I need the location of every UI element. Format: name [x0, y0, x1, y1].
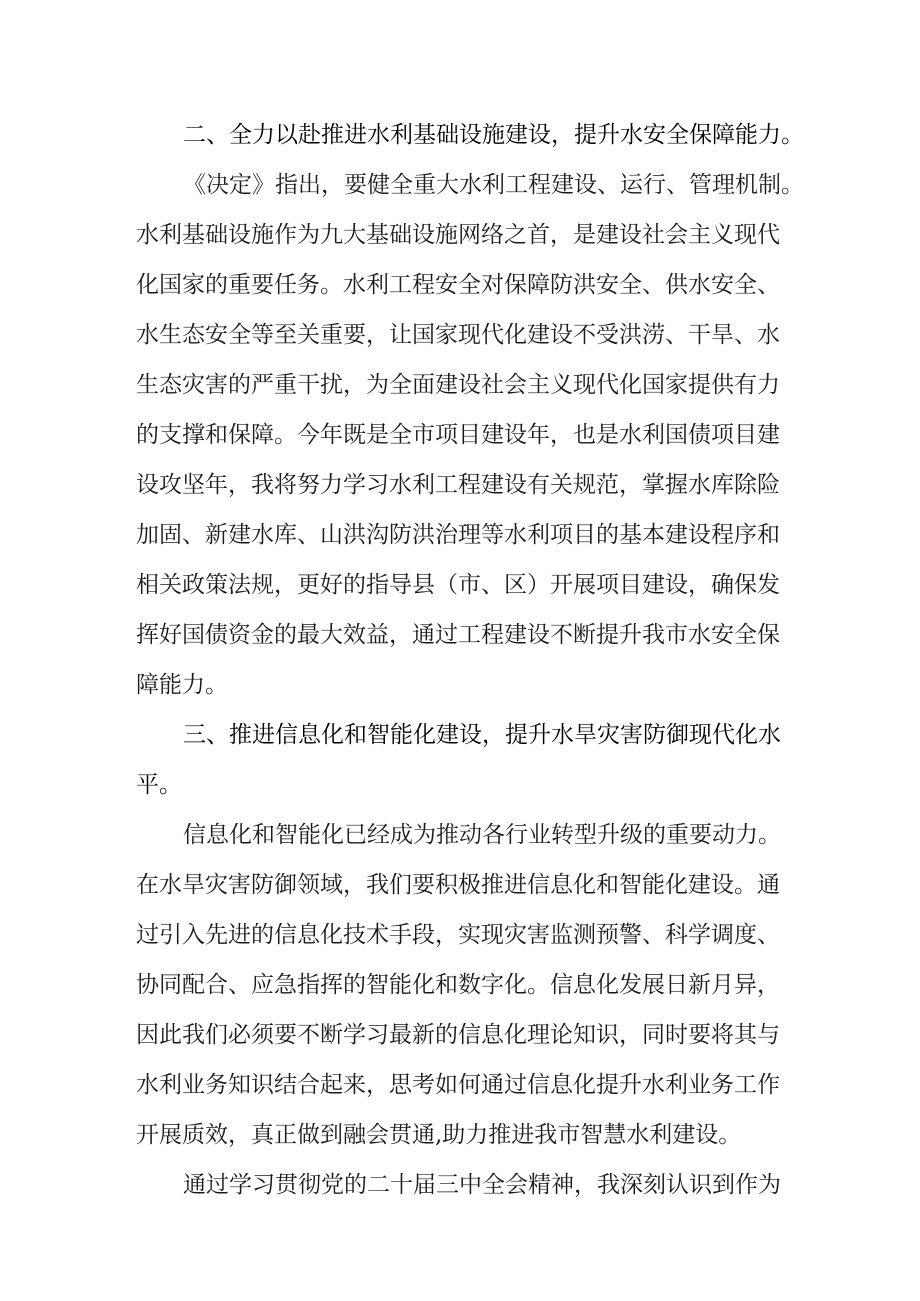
section-2-line-6: 的支撑和保障。今年既是全市项目建设年，也是水利国债项目建	[136, 422, 780, 448]
section-3-heading-line-2: 平。	[136, 772, 182, 798]
section-3-line-1: 信息化和智能化已经成为推动各行业转型升级的重要动力。	[183, 822, 781, 848]
section-2-heading: 二、全力以赴推进水利基础设施建设，提升水安全保障能力。	[183, 122, 804, 148]
section-3-heading-line-1: 三、推进信息化和智能化建设，提升水旱灾害防御现代化水	[183, 722, 781, 748]
section-3-line-3: 过引入先进的信息化技术手段，实现灾害监测预警、科学调度、	[136, 922, 780, 948]
section-3-line-4: 协同配合、应急指挥的智能化和数字化。信息化发展日新月异，	[136, 972, 780, 998]
closing-line-1: 通过学习贯彻党的二十届三中全会精神，我深刻认识到作为	[183, 1172, 781, 1198]
section-2-line-1: 《决定》指出，要健全重大水利工程建设、运行、管理机制。	[183, 172, 804, 198]
section-2-line-3: 化国家的重要任务。水利工程安全对保障防洪安全、供水安全、	[136, 272, 780, 298]
section-3-line-2: 在水旱灾害防御领域，我们要积极推进信息化和智能化建设。通	[136, 872, 780, 898]
section-2-line-11: 障能力。	[136, 672, 228, 698]
section-2-line-7: 设攻坚年，我将努力学习水利工程建设有关规范，掌握水库除险	[136, 472, 780, 498]
section-3-line-5: 因此我们必须要不断学习最新的信息化理论知识，同时要将其与	[136, 1022, 780, 1048]
section-2-line-5: 生态灾害的严重干扰，为全面建设社会主义现代化国家提供有力	[136, 372, 780, 398]
section-3-line-6: 水利业务知识结合起来，思考如何通过信息化提升水利业务工作	[136, 1072, 780, 1098]
section-2-line-2: 水利基础设施作为九大基础设施网络之首，是建设社会主义现代	[136, 222, 780, 248]
section-2-line-9: 相关政策法规，更好的指导县（市、区）开展项目建设，确保发	[136, 572, 780, 598]
section-2-line-10: 挥好国债资金的最大效益，通过工程建设不断提升我市水安全保	[136, 622, 780, 648]
section-2-line-4: 水生态安全等至关重要，让国家现代化建设不受洪涝、干旱、水	[136, 322, 780, 348]
section-3-line-7: 开展质效，真正做到融会贯通,助力推进我市智慧水利建设。	[136, 1122, 742, 1148]
section-2-line-8: 加固、新建水库、山洪沟防洪治理等水利项目的基本建设程序和	[136, 522, 780, 548]
